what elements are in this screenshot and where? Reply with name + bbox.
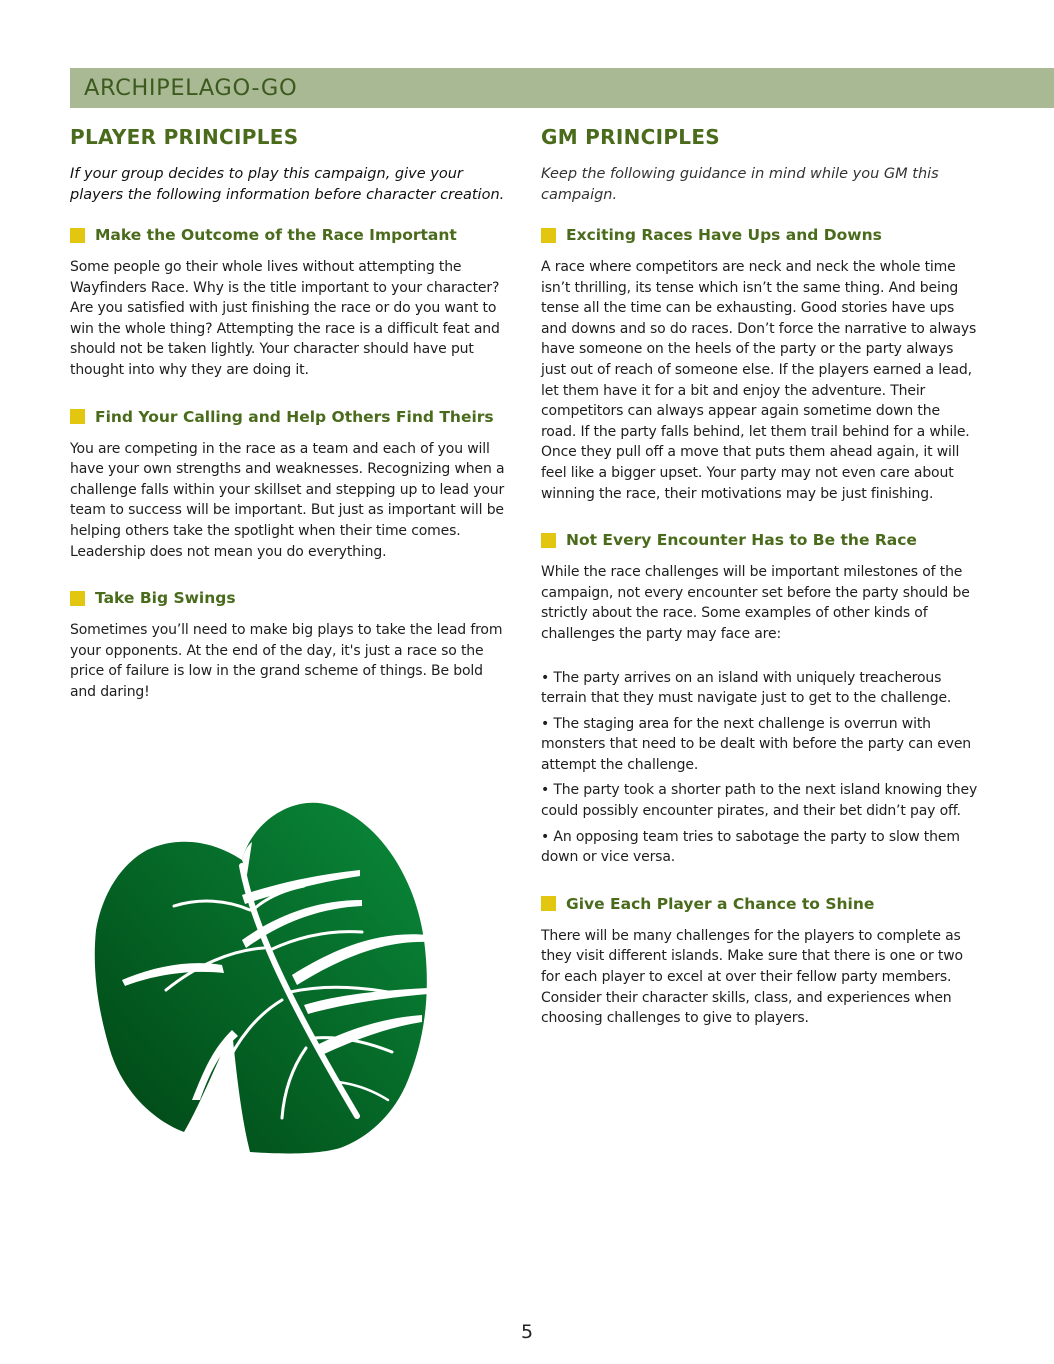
monstera-leaf-icon: [92, 800, 428, 1156]
square-bullet-icon: [541, 228, 556, 243]
section-body: Sometimes you’ll need to make big plays to take the lead from your opponents. At the end of the day, it's just a race so the price of failure is low in the grand scheme of things. Be bold and daring!: [70, 622, 503, 700]
section-title: Exciting Races Have Ups and Downs: [566, 226, 882, 244]
section-heading-shine: [541, 894, 979, 914]
section-heading-ups-downs: [541, 225, 979, 245]
square-bullet-icon: [541, 533, 556, 548]
list-item: • An opposing team tries to sabotage the party to slow them down or vice versa.: [541, 828, 960, 866]
square-bullet-icon: [70, 409, 85, 424]
page-header-banner: [70, 68, 1054, 108]
section-title: Give Each Player a Chance to Shine: [566, 894, 875, 913]
section-title: Find Your Calling and Help Others Find Theirs: [95, 407, 494, 426]
gm-principles-column: [541, 124, 979, 1055]
section-body: Some people go their whole lives without attempting the Wayfinders Race. Why is the title important to your character? Are you satisfied with just finishing the race or do you want to win the whole thing? Attempting the race is a difficult feat and should not be taken lightly. Your character should have put thought into why they are doing it.: [70, 259, 500, 378]
section-title: Not Every Encounter Has to Be the Race: [566, 531, 917, 550]
section-body: A race where competitors are neck and neck the whole time isn’t thrilling, its tense which isn’t the same thing. And being tense all the time can be exhausting. Good stories have ups and downs and so do races. Don’t force the narrative to always have someone on the heels of the party or the party always just out of reach of someone else. If the players earned a lead, let them have it for a bit and enjoy the adventure. Their competitors can always appear again sometime down the road. If the party falls behind, let them trail behind for a while. Once they pull off a move that puts them ahead again, it will feel like a bigger upset. Your party may not even care about winning the race, their motivations may be just finishing.: [541, 259, 977, 502]
player-principles-heading: PLAYER PRINCIPLES: [70, 125, 299, 149]
list-item: • The staging area for the next challenge is overrun with monsters that need to be dealt with before the party can even attempt the challenge.: [541, 715, 972, 773]
square-bullet-icon: [70, 591, 85, 606]
section-heading-encounters: [541, 530, 979, 550]
section-heading-calling: [70, 407, 510, 427]
player-principles-column: [70, 124, 510, 729]
square-bullet-icon: [70, 228, 85, 243]
player-principles-intro: If your group decides to play this campaign, give your players the following information before character creation.: [70, 166, 505, 203]
document-title: ARCHIPELAGO-GO: [84, 75, 298, 101]
section-heading-big-swings: [70, 588, 510, 608]
gm-principles-heading: GM PRINCIPLES: [541, 125, 721, 149]
section-body: While the race challenges will be important milestones of the campaign, not every encounter set before the party should be strictly about the race. Some examples of other kinds of challenges the party may face are:: [541, 564, 970, 642]
encounter-examples-list: [541, 668, 979, 868]
list-item: • The party took a shorter path to the next island knowing they could possibly encounter pirates, and their bet didn’t pay off.: [541, 782, 978, 820]
page-number: 5: [520, 1321, 534, 1343]
gm-principles-intro: Keep the following guidance in mind while you GM this campaign.: [541, 166, 939, 203]
list-item: • The party arrives on an island with uniquely treacherous terrain that they must navigate just to get to the challenge.: [541, 669, 952, 707]
section-heading-outcome: [70, 225, 510, 245]
section-title: Take Big Swings: [95, 589, 236, 608]
section-body: You are competing in the race as a team and each of you will have your own strengths and weaknesses. Recognizing when a challenge falls within your skillset and stepping up to lead your team to success will be important. But just as important will be helping others take the spotlight when their time comes. Leadership does not mean you do everything.: [70, 440, 505, 560]
square-bullet-icon: [541, 896, 556, 911]
section-title: Make the Outcome of the Race Important: [95, 226, 457, 244]
section-body: There will be many challenges for the players to complete as they visit different islands. Make sure that there is one or two for each player to excel at over their fellow party members. Consider their character skills, class, and experiences when choosing challenges to give to players.: [541, 927, 963, 1027]
